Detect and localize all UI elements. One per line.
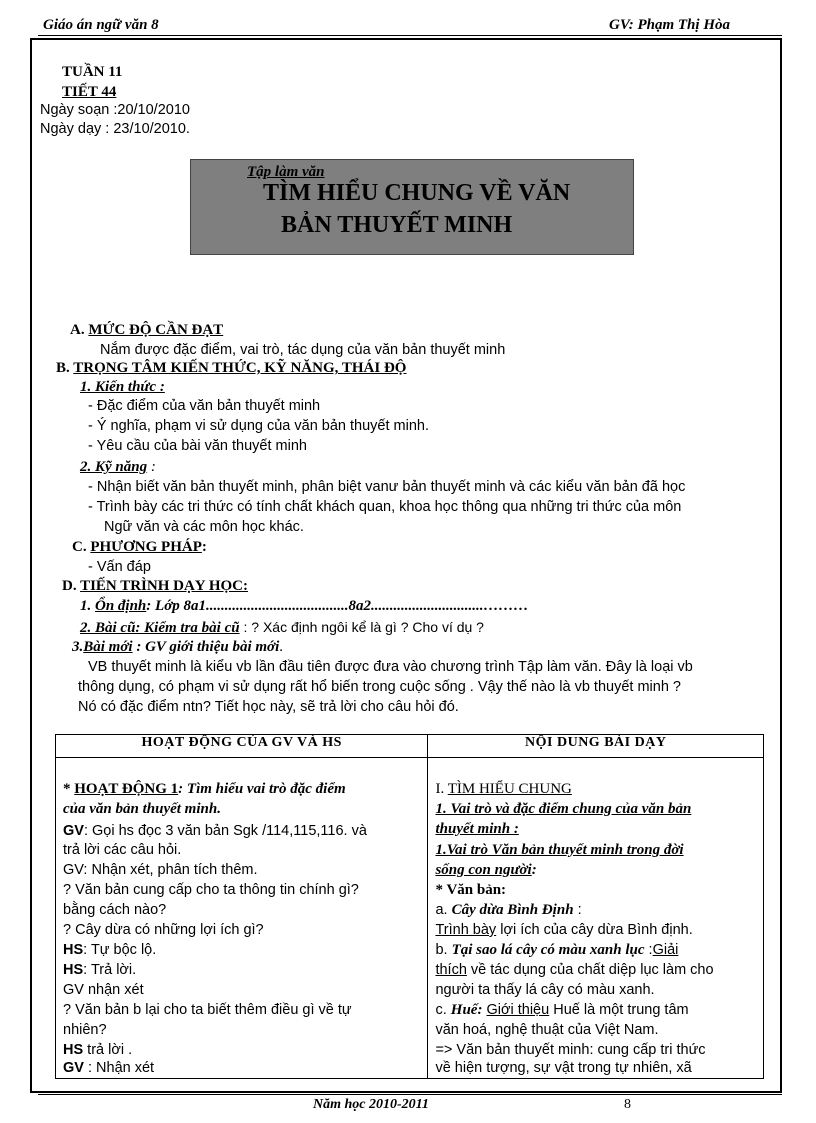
section-c-heading: C. PHƯƠNG PHÁP: xyxy=(72,539,207,555)
role-heading-cont: sống con người: xyxy=(435,862,537,878)
example-b-desc: thích về tác dụng của chất diệp lục làm cho xyxy=(435,962,714,978)
section-d-heading: D. TIẾN TRÌNH DẠY HỌC: xyxy=(62,578,248,594)
text-examples-label: * Văn bản: xyxy=(435,882,507,898)
intro-line: Nó có đặc điểm ntn? Tiết học này, sẽ trả lời cho câu hỏi đó. xyxy=(78,699,459,715)
title-box xyxy=(190,159,634,255)
gv-comment: GV nhận xét xyxy=(63,982,144,998)
hs-answer: HS trả lời . xyxy=(63,1042,133,1058)
question-cont: bằng cách nào? xyxy=(63,902,167,918)
section-a-text: Nắm được đặc điểm, vai trò, tác dụng của văn bản thuyết minh xyxy=(100,342,506,358)
intro-line: VB thuyết minh là kiểu vb lần đầu tiên được đưa vào chương trình Tập làm văn. Đây là loại vb xyxy=(88,659,693,675)
lesson-label: TIẾT 44 xyxy=(62,84,117,100)
gv-comment: GV : Nhận xét xyxy=(63,1060,155,1076)
knowledge-label: 1. Kiến thức : xyxy=(80,379,165,395)
content-subheading-cont: thuyết minh : xyxy=(435,821,519,837)
footer-rule xyxy=(38,1094,782,1095)
col-activity-header: HOẠT ĐỘNG CỦA GV VÀ HS xyxy=(56,735,428,758)
hs-answer: HS: Trả lời. xyxy=(63,962,137,978)
question: ? Văn bản cung cấp cho ta thông tin chính gì? xyxy=(63,882,359,898)
hs-answer: HS: Tự bộc lộ. xyxy=(63,942,157,958)
example-a-desc: Trình bày lợi ích của cây dừa Bình định. xyxy=(435,922,693,938)
content-subheading: 1. Vai trò và đặc điểm chung của văn bản xyxy=(435,801,692,817)
example-c-desc: văn hoá, nghệ thuật của Việt Nam. xyxy=(435,1022,659,1038)
step-1: 1. Ổn định: Lớp 8a1......................................8a2..............................……… xyxy=(80,598,529,614)
footer-year: Năm học 2010-2011 xyxy=(313,1097,429,1112)
conclusion: => Văn bản thuyết minh: cung cấp tri thức xyxy=(435,1042,706,1058)
header-left: Giáo án ngữ văn 8 xyxy=(43,17,159,33)
content-cell xyxy=(428,758,764,1079)
gv-instruction-cont: trả lời các câu hỏi. xyxy=(63,842,182,858)
example-b-desc-cont: người ta thấy lá cây có màu xanh. xyxy=(435,982,655,998)
activity-heading: * HOẠT ĐỘNG 1: Tìm hiểu vai trò đặc điểm xyxy=(63,781,346,797)
prep-date: Ngày soạn :20/10/2010 xyxy=(40,102,190,118)
page-title-line2: BẢN THUYẾT MINH xyxy=(281,212,513,238)
header-right: GV: Phạm Thị Hòa xyxy=(609,17,730,33)
skills-label: 2. Kỹ năng : xyxy=(80,459,156,475)
method-item: - Vấn đáp xyxy=(88,559,151,575)
question-cont: nhiên? xyxy=(63,1022,107,1038)
section-b-heading: B. TRỌNG TÂM KIẾN THỨC, KỸ NĂNG, THÁI ĐỘ xyxy=(56,360,407,376)
header-rule xyxy=(38,35,782,36)
teach-date: Ngày dạy : 23/10/2010. xyxy=(40,121,190,137)
content-heading: I. TÌM HIỂU CHUNG xyxy=(435,781,572,797)
gv-comment: GV: Nhận xét, phân tích thêm. xyxy=(63,862,258,878)
intro-line: thông dụng, có phạm vi sử dụng rất hổ biến trong cuộc sống . Vậy thế nào là vb thuyết minh ? xyxy=(78,679,681,695)
knowledge-item: - Đặc điểm của văn bản thuyết minh xyxy=(88,398,321,414)
example-c: c. Huế: Giới thiệu Huế là một trung tâm xyxy=(435,1002,689,1018)
activity-cell xyxy=(56,758,428,1079)
page-title-line1: TÌM HIỂU CHUNG VỀ VĂN xyxy=(263,180,571,206)
skills-item: Ngữ văn và các môn học khác. xyxy=(104,519,304,535)
subject-label: Tập làm văn xyxy=(247,164,325,180)
question: ? Cây dừa có những lợi ích gì? xyxy=(63,922,264,938)
col-content-header: NỘI DUNG BÀI DẠY xyxy=(428,735,764,758)
knowledge-item: - Yêu cầu của bài văn thuyết minh xyxy=(88,438,307,454)
example-a: a. Cây dừa Bình Định : xyxy=(435,902,582,918)
step-2: 2. Bài cũ: Kiểm tra bài cũ : ? Xác định ngôi kể là gì ? Cho ví dụ ? xyxy=(80,619,484,636)
step-3: 3.Bài mới : GV giới thiệu bài mới. xyxy=(72,639,283,655)
section-a-heading: A. MỨC ĐỘ CẦN ĐẠT xyxy=(70,322,224,338)
skills-item: - Trình bày các tri thức có tính chất khách quan, khoa học thông qua những tri thức của môn xyxy=(88,499,682,515)
role-heading: 1.Vai trò Văn bản thuyết minh trong đời xyxy=(435,842,684,858)
activity-heading-cont: của văn bản thuyết minh. xyxy=(63,801,221,817)
gv-instruction: GV: Gọi hs đọc 3 văn bản Sgk /114,115,116. và xyxy=(63,823,367,839)
example-b: b. Tại sao lá cây có màu xanh lục :Giải xyxy=(435,942,679,958)
page-number: 8 xyxy=(624,1097,631,1112)
skills-item: - Nhận biết văn bản thuyết minh, phân biệt vanư bản thuyết minh và các kiểu văn bản đã học xyxy=(88,479,686,495)
knowledge-item: - Ý nghĩa, phạm vi sử dụng của văn bản thuyết minh. xyxy=(88,418,429,434)
question: ? Văn bản b lại cho ta biết thêm điều gì về tự xyxy=(63,1002,352,1018)
week-label: TUẦN 11 xyxy=(62,64,123,80)
lesson-table xyxy=(55,734,764,1079)
conclusion-cont: về hiện tượng, sự vật trong tự nhiên, xã xyxy=(435,1060,692,1076)
